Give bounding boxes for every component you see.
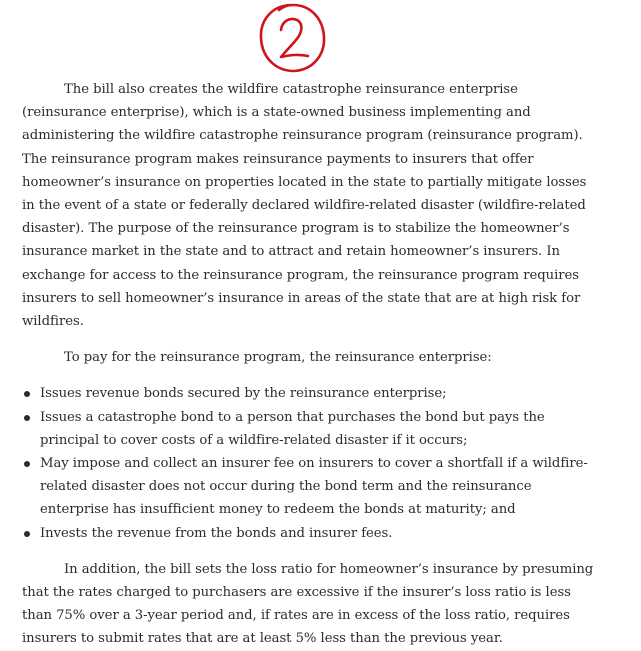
paragraph-reinsurance-enterprise: The bill also creates the wildfire catastrophe reinsurance enterprise (reinsurance enterprise), which is a state-owned business implementing and administering the wildfire catastrophe reinsurance program (reinsurance program). The reinsurance program makes reinsurance payments to insurers that offer homeowner’s insurance on properties located in the state to partially mitigate losses in the event of a state or federally declared wildfire-related disaster (wildfire-related disaster). The purpose of the reinsurance program is to stabilize the homeowner’s insurance market in the state and to attract and retain homeowner’s insurers. In exchange for access to the reinsurance program, the reinsurance program requires insurers to sell homeowner’s insurance in areas of the state that are at high risk for wildfires. (22, 82, 587, 330)
bullet-icon (24, 391, 30, 397)
handwritten-circle (261, 5, 324, 71)
list-item-text: Invests the revenue from the bonds and insurer fees. (40, 525, 393, 541)
list-item (22, 382, 600, 405)
list-item-text: Issues revenue bonds secured by the reinsurance enterprise; (40, 386, 447, 402)
handwritten-circled-number (252, 0, 334, 80)
bullet-icon (24, 461, 30, 467)
bullet-icon (24, 531, 30, 537)
handwritten-digit (281, 19, 308, 57)
list-item (22, 452, 600, 522)
paragraph-funding-intro: To pay for the reinsurance program, the reinsurance enterprise: (64, 350, 492, 366)
list-item (22, 522, 600, 545)
list-item-text: May impose and collect an insurer fee on insurers to cover a shortfall if a wildfire-related disaster does not occur during the bond term and the reinsurance enterprise has insufficient money to redeem the bonds at maturity; and (40, 456, 588, 518)
funding-bullet-list (22, 382, 600, 544)
paragraph-loss-ratio: In addition, the bill sets the loss ratio for homeowner’s insurance by presuming that the rates charged to purchasers are excessive if the insurer’s loss ratio is less than 75% over a 3-year period and, if rates are in excess of the loss ratio, requires insurers to submit rates that are at least 5% less than the previous year. (22, 561, 594, 647)
list-item-text: Issues a catastrophe bond to a person that purchases the bond but pays the principal to cover costs of a wildfire-related disaster if it occurs; (40, 409, 545, 448)
list-item (22, 406, 600, 452)
bullet-icon (24, 415, 30, 421)
document-body (22, 78, 600, 651)
